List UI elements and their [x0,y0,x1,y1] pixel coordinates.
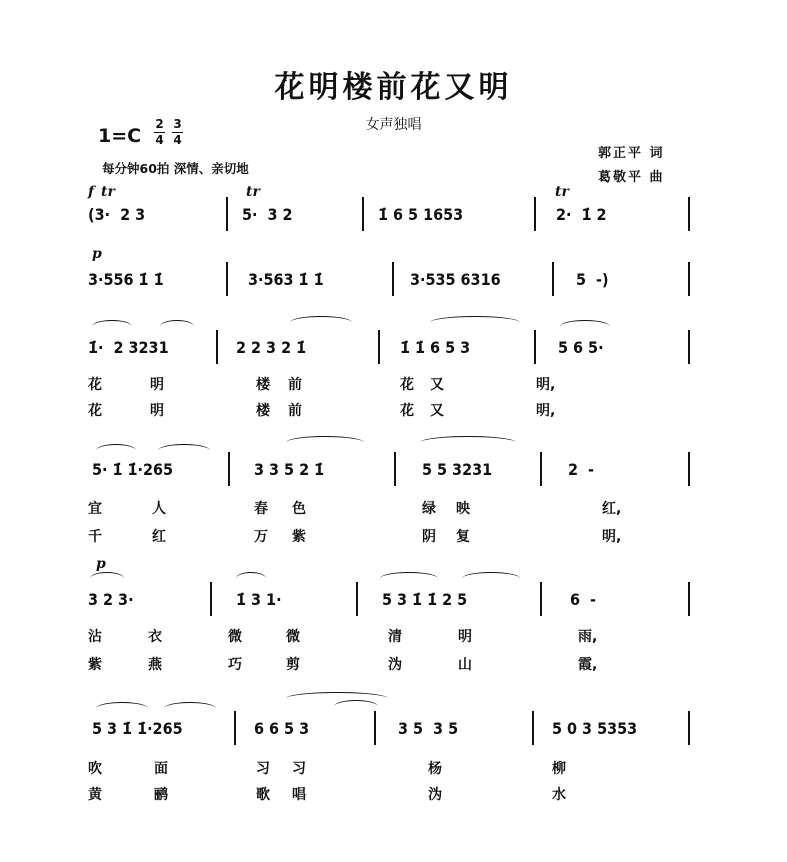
measure: 5 3 1̇ 1̇ 2 5 [382,589,468,609]
measure: 6 - [570,589,597,609]
time-sig-top: 2 [155,117,164,131]
forte-mark: f [88,184,95,200]
score-line-3 [78,334,718,360]
measure: 3 5 3 5 [398,718,459,738]
lyrics-verse-2: 花 明 楼 前 花 又 明, [88,403,556,419]
score-line-4 [78,456,718,482]
time-sig-bottom: 4 [173,133,182,147]
measure: 2· 1̇ 2 [556,204,607,224]
lyrics-verse-1: 吹 面 习 习 杨 柳 [88,761,566,777]
lyrics-verse-2: 千 红 万 紫 阴 复 明, [88,529,622,545]
time-signature-2-4 [154,117,165,148]
measure: 3 3 5 2 1̇ [254,459,325,479]
lyrics-verse-1: 宜 人 春 色 绿 映 红, [88,501,622,517]
measure: 3 2 3· [88,589,134,609]
song-title: 花明楼前花又明 [274,70,513,105]
measure: 5 3 1̇ 1̇·265 [92,718,183,738]
lyricist-credit: 郭正平 词 [598,146,665,161]
trill-mark: tr [246,184,260,200]
measure: 2 2 3 2 1̇ [236,337,307,357]
time-sig-bottom: 4 [155,133,164,147]
measure: 3·556 1̇ 1̇ [88,269,164,289]
tempo-marking: 每分钟60拍 深情、亲切地 [102,161,249,176]
measure: 3·535 6316 [410,269,501,289]
time-sig-top: 3 [173,117,182,131]
lyrics-verse-2: 紫 燕 巧 剪 沩 山 霞, [88,657,598,673]
composer-credit: 葛敬平 曲 [598,170,665,185]
lyrics-verse-1: 沾 衣 微 微 清 明 雨, [88,629,598,645]
measure: 5 0 3 5353 [552,718,638,738]
piano-mark: p [96,556,106,572]
measure: 1̇ 3 1· [236,589,282,609]
measure: 3·563 1̇ 1̇ [248,269,324,289]
score-line-5 [78,586,718,612]
measure: 5 5 3231 [422,459,493,479]
measure: 6 6 5 3 [254,718,310,738]
key-signature: 1=C [98,125,142,147]
measure: 5 6 5· [558,337,604,357]
piano-mark: p [92,246,102,262]
measure: 1̇· 2 3231 [88,337,169,357]
performance-type: 女声独唱 [365,117,422,133]
time-signature-3-4 [172,117,183,148]
measure: 5 -) [576,269,609,289]
measure: 5· 1̇ 1̇·265 [92,459,174,479]
measure: (3· 2 3 [88,204,146,224]
trill-mark: tr [101,184,115,200]
lyrics-verse-2: 黄 鹂 歌 唱 沩 水 [88,787,566,803]
score-line-6 [78,715,718,741]
trill-mark: tr [555,184,569,200]
measure: 1̇ 1̇ 6 5 3 [400,337,471,357]
measure: 5· 3 2 [242,204,293,224]
measure: 1̇ 6 5 1653 [378,204,464,224]
score-line-1 [78,201,718,227]
lyrics-verse-1: 花 明 楼 前 花 又 明, [88,377,556,393]
score-line-2 [78,266,718,292]
measure: 2 - [568,459,595,479]
